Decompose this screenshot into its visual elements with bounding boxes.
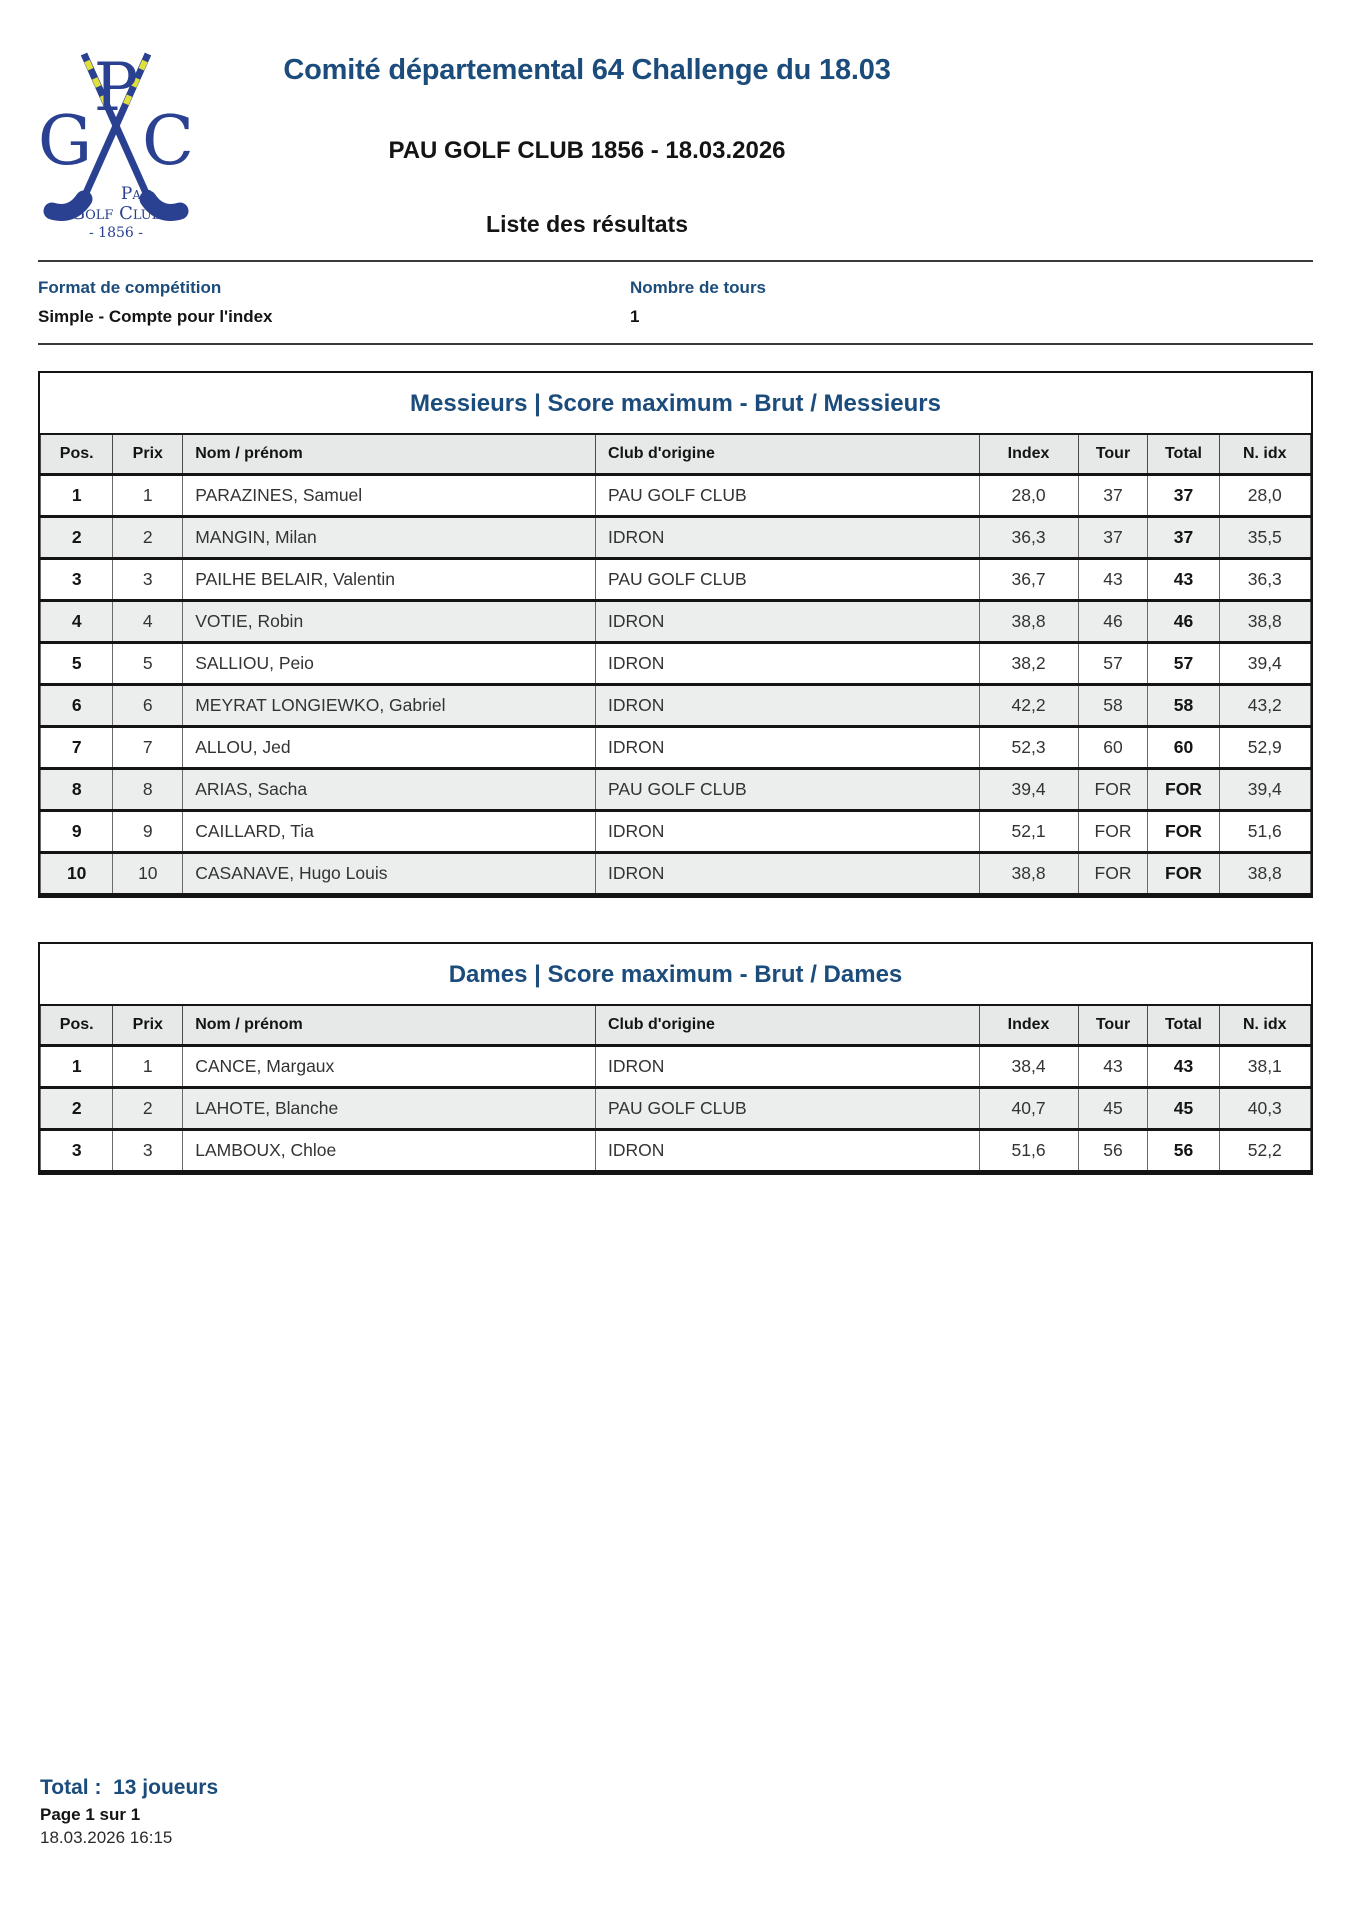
- table-cell: PAU GOLF CLUB: [595, 475, 979, 517]
- table-row: [41, 1088, 1311, 1130]
- table-cell: 43,2: [1219, 685, 1310, 727]
- format-block: [38, 278, 630, 327]
- table-cell: 8: [41, 769, 113, 811]
- table-cell: 56: [1078, 1130, 1148, 1172]
- table-cell: CAILLARD, Tia: [183, 811, 596, 853]
- messieurs-table-title: Messieurs | Score maximum - Brut / Messieurs: [410, 390, 941, 417]
- table-cell: 9: [41, 811, 113, 853]
- table-cell: 38,8: [1219, 601, 1310, 643]
- logo-letter-p: P: [93, 49, 139, 126]
- table-cell: 3: [41, 559, 113, 601]
- table-cell: 43: [1148, 559, 1219, 601]
- table-cell: 10: [41, 853, 113, 895]
- table-cell: PAILHE BELAIR, Valentin: [183, 559, 596, 601]
- table-cell: 2: [41, 517, 113, 559]
- table-cell: 58: [1148, 685, 1219, 727]
- table-cell: ARIAS, Sacha: [183, 769, 596, 811]
- table-cell: FOR: [1078, 769, 1148, 811]
- table-cell: 57: [1148, 643, 1219, 685]
- table-cell: PARAZINES, Samuel: [183, 475, 596, 517]
- table-cell: 39,4: [1219, 769, 1310, 811]
- table-cell: 43: [1078, 559, 1148, 601]
- table-cell: 43: [1148, 1046, 1219, 1088]
- table-cell: MEYRAT LONGIEWKO, Gabriel: [183, 685, 596, 727]
- table-cell: 7: [113, 727, 183, 769]
- logo-text-pau: Pau: [120, 184, 152, 204]
- document-footer: [40, 1776, 218, 1848]
- table-cell: IDRON: [595, 517, 979, 559]
- table-cell: 2: [113, 517, 183, 559]
- logo-text-1856: - 1856 -: [89, 225, 143, 241]
- format-label: Format de compétition: [38, 278, 222, 297]
- table-cell: 45: [1148, 1088, 1219, 1130]
- table-cell: 1: [41, 475, 113, 517]
- table-cell: 3: [113, 559, 183, 601]
- table-cell: 2: [113, 1088, 183, 1130]
- table-cell: 8: [113, 769, 183, 811]
- table-cell: 3: [113, 1130, 183, 1172]
- column-header: N. idx: [1219, 1005, 1310, 1046]
- table-cell: FOR: [1148, 769, 1219, 811]
- table-header-row: [41, 434, 1311, 475]
- table-cell: IDRON: [595, 727, 979, 769]
- table-row: [41, 1046, 1311, 1088]
- table-cell: FOR: [1078, 853, 1148, 895]
- table-cell: IDRON: [595, 811, 979, 853]
- table-cell: IDRON: [595, 1046, 979, 1088]
- total-players: Total : 13 joueurs: [40, 1776, 219, 1799]
- table-row: [41, 643, 1311, 685]
- table-cell: PAU GOLF CLUB: [595, 769, 979, 811]
- table-cell: 51,6: [979, 1130, 1078, 1172]
- table-cell: 37: [1148, 475, 1219, 517]
- table-cell: 52,1: [979, 811, 1078, 853]
- table-cell: 56: [1148, 1130, 1219, 1172]
- table-cell: 43: [1078, 1046, 1148, 1088]
- table-cell: 28,0: [979, 475, 1078, 517]
- column-header: Pos.: [41, 1005, 113, 1046]
- column-header: Total: [1148, 1005, 1219, 1046]
- table-row: [41, 601, 1311, 643]
- table-cell: FOR: [1078, 811, 1148, 853]
- table-cell: IDRON: [595, 1130, 979, 1172]
- rounds-value: 1: [630, 307, 640, 326]
- table-cell: 38,1: [1219, 1046, 1310, 1088]
- table-cell: 51,6: [1219, 811, 1310, 853]
- table-cell: SALLIOU, Peio: [183, 643, 596, 685]
- table-cell: LAHOTE, Blanche: [183, 1088, 596, 1130]
- table-cell: 38,8: [979, 853, 1078, 895]
- dames-results-table: [38, 942, 1313, 1175]
- pau-golf-club-logo: [40, 36, 192, 244]
- page-subtitle: PAU GOLF CLUB 1856 - 18.03.2026: [388, 137, 786, 164]
- column-header: Nom / prénom: [183, 434, 596, 475]
- logo-letter-c: C: [141, 102, 192, 181]
- column-header: Pos.: [41, 434, 113, 475]
- table-cell: 3: [41, 1130, 113, 1172]
- table-cell: IDRON: [595, 853, 979, 895]
- table-cell: 46: [1148, 601, 1219, 643]
- table-cell: ALLOU, Jed: [183, 727, 596, 769]
- table-cell: LAMBOUX, Chloe: [183, 1130, 596, 1172]
- table-cell: 38,4: [979, 1046, 1078, 1088]
- column-header: N. idx: [1219, 434, 1310, 475]
- table-cell: 37: [1148, 517, 1219, 559]
- table-cell: IDRON: [595, 685, 979, 727]
- results-table: [40, 433, 1311, 896]
- table-row: [41, 559, 1311, 601]
- table-cell: PAU GOLF CLUB: [595, 1088, 979, 1130]
- table-cell: 57: [1078, 643, 1148, 685]
- competition-meta: [0, 262, 1356, 327]
- column-header: Prix: [113, 434, 183, 475]
- table-cell: 37: [1078, 517, 1148, 559]
- table-cell: 52,9: [1219, 727, 1310, 769]
- table-cell: 42,2: [979, 685, 1078, 727]
- column-header: Nom / prénom: [183, 1005, 596, 1046]
- table-cell: 6: [113, 685, 183, 727]
- table-row: [41, 811, 1311, 853]
- table-row: [41, 1130, 1311, 1172]
- title-column: [192, 36, 982, 244]
- table-cell: 39,4: [1219, 643, 1310, 685]
- table-cell: 37: [1078, 475, 1148, 517]
- page-number: Page 1 sur 1: [40, 1805, 141, 1824]
- table-cell: 36,7: [979, 559, 1078, 601]
- table-cell: 4: [41, 601, 113, 643]
- logo-text-golf-club: Golf Club: [70, 203, 162, 224]
- table-cell: 1: [113, 1046, 183, 1088]
- table-row: [41, 727, 1311, 769]
- table-cell: 58: [1078, 685, 1148, 727]
- format-value: Simple - Compte pour l'index: [38, 307, 273, 326]
- table-cell: 46: [1078, 601, 1148, 643]
- rounds-label: Nombre de tours: [630, 278, 767, 297]
- table-cell: 10: [113, 853, 183, 895]
- table-cell: 52,2: [1219, 1130, 1310, 1172]
- table-cell: MANGIN, Milan: [183, 517, 596, 559]
- meta-divider: [38, 343, 1313, 345]
- table-cell: IDRON: [595, 643, 979, 685]
- table-row: [41, 475, 1311, 517]
- table-cell: 40,3: [1219, 1088, 1310, 1130]
- table-cell: FOR: [1148, 853, 1219, 895]
- logo-letter-g: G: [40, 102, 93, 181]
- table-cell: 38,8: [1219, 853, 1310, 895]
- messieurs-results-table: [38, 371, 1313, 898]
- club-logo-graphic: [40, 36, 192, 244]
- table-cell: 9: [113, 811, 183, 853]
- table-header-row: [41, 1005, 1311, 1046]
- table-cell: FOR: [1148, 811, 1219, 853]
- table-cell: 35,5: [1219, 517, 1310, 559]
- table-row: [41, 517, 1311, 559]
- table-row: [41, 853, 1311, 895]
- table-cell: 36,3: [979, 517, 1078, 559]
- print-datetime: 18.03.2026 16:15: [40, 1828, 173, 1847]
- table-cell: 52,3: [979, 727, 1078, 769]
- table-cell: 45: [1078, 1088, 1148, 1130]
- table-cell: IDRON: [595, 601, 979, 643]
- table-cell: CANCE, Margaux: [183, 1046, 596, 1088]
- table-cell: 4: [113, 601, 183, 643]
- column-header: Club d'origine: [595, 1005, 979, 1046]
- column-header: Prix: [113, 1005, 183, 1046]
- results-heading: Liste des résultats: [486, 211, 688, 237]
- table-cell: 38,8: [979, 601, 1078, 643]
- table-cell: 1: [113, 475, 183, 517]
- table-cell: 1: [41, 1046, 113, 1088]
- column-header: Index: [979, 434, 1078, 475]
- table-cell: 7: [41, 727, 113, 769]
- column-header: Club d'origine: [595, 434, 979, 475]
- table-cell: 38,2: [979, 643, 1078, 685]
- table-row: [41, 685, 1311, 727]
- column-header: Tour: [1078, 434, 1148, 475]
- column-header: Tour: [1078, 1005, 1148, 1046]
- table-cell: PAU GOLF CLUB: [595, 559, 979, 601]
- document-header: [0, 0, 1356, 244]
- column-header: Index: [979, 1005, 1078, 1046]
- table-cell: 5: [113, 643, 183, 685]
- dames-table-title: Dames | Score maximum - Brut / Dames: [448, 961, 903, 988]
- table-cell: CASANAVE, Hugo Louis: [183, 853, 596, 895]
- table-row: [41, 769, 1311, 811]
- results-table: [40, 1004, 1311, 1173]
- table-cell: 5: [41, 643, 113, 685]
- table-cell: VOTIE, Robin: [183, 601, 596, 643]
- table-cell: 2: [41, 1088, 113, 1130]
- table-cell: 6: [41, 685, 113, 727]
- table-cell: 28,0: [1219, 475, 1310, 517]
- table-cell: 39,4: [979, 769, 1078, 811]
- page-title: Comité départemental 64 Challenge du 18.03: [283, 54, 891, 86]
- table-cell: 40,7: [979, 1088, 1078, 1130]
- column-header: Total: [1148, 434, 1219, 475]
- table-cell: 60: [1148, 727, 1219, 769]
- table-cell: 60: [1078, 727, 1148, 769]
- table-cell: 36,3: [1219, 559, 1310, 601]
- rounds-block: [630, 278, 766, 327]
